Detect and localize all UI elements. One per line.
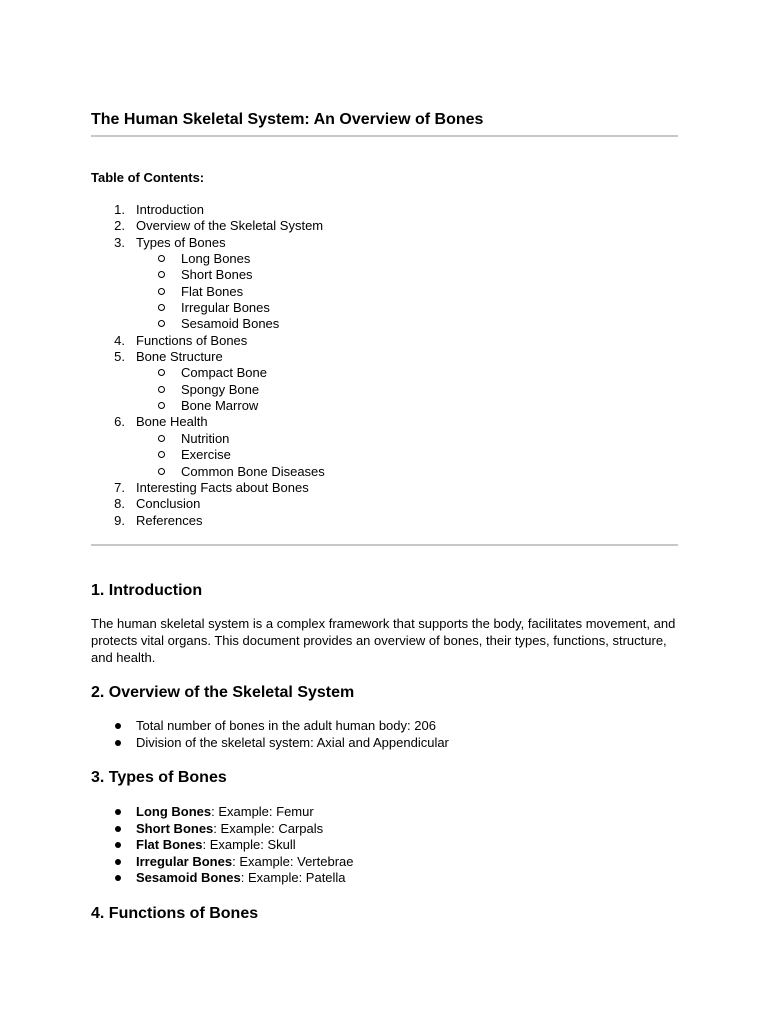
bone-type-term: Irregular Bones	[136, 853, 233, 869]
bullet-icon	[115, 875, 121, 881]
toc-item-introduction	[91, 202, 325, 218]
list-item	[91, 870, 354, 887]
list-item	[91, 854, 354, 871]
bullet-icon	[115, 723, 121, 729]
toc-item-bone-health	[91, 414, 325, 479]
toc-number: 8.	[114, 496, 125, 512]
toc-subitem	[91, 316, 325, 332]
horizontal-rule	[91, 544, 678, 546]
hollow-bullet-icon	[158, 468, 165, 475]
toc-number: 9.	[114, 512, 125, 528]
section-heading-overview: 2. Overview of the Skeletal System	[91, 684, 355, 701]
toc-heading: Table of Contents:	[91, 170, 205, 185]
toc-sublabel: Bone Marrow	[181, 398, 259, 414]
hollow-bullet-icon	[158, 402, 165, 409]
toc-subitem	[91, 464, 325, 480]
toc-sublabel: Compact Bone	[181, 365, 267, 381]
toc-subitem	[91, 284, 325, 300]
toc-subitem	[91, 447, 325, 463]
hollow-bullet-icon	[158, 451, 165, 458]
hollow-bullet-icon	[158, 304, 165, 311]
toc-number: 2.	[114, 218, 125, 234]
bone-type-term: Long Bones	[136, 804, 212, 819]
toc-label: Introduction	[136, 202, 204, 217]
toc-sublabel: Exercise	[181, 447, 231, 463]
toc-label: Interesting Facts about Bones	[136, 479, 309, 495]
list-item-text: Division of the skeletal system: Axial and Appendicular	[136, 734, 449, 750]
hollow-bullet-icon	[158, 271, 165, 278]
list-item-text: Total number of bones in the adult human body: 206	[136, 718, 436, 733]
horizontal-rule	[91, 135, 678, 137]
toc-item-conclusion	[91, 496, 325, 512]
bone-type-term: Sesamoid Bones	[136, 870, 241, 885]
toc-subitem	[91, 251, 325, 267]
bone-type-example: : Example: Carpals	[213, 820, 324, 836]
bone-types-list	[91, 804, 354, 887]
bullet-icon	[115, 740, 121, 746]
overview-bullet-list	[91, 718, 449, 751]
toc-label: Conclusion	[136, 496, 201, 512]
toc-label: Functions of Bones	[136, 332, 248, 348]
list-item	[91, 718, 449, 735]
toc-sublabel: Nutrition	[181, 430, 230, 446]
toc-sublist	[91, 365, 325, 414]
bullet-icon	[115, 826, 121, 832]
toc-number: 4.	[114, 332, 125, 348]
toc-sublabel: Sesamoid Bones	[181, 316, 280, 332]
toc-label: Bone Health	[136, 414, 208, 430]
hollow-bullet-icon	[158, 255, 165, 262]
hollow-bullet-icon	[158, 435, 165, 442]
toc-sublabel: Spongy Bone	[181, 381, 260, 397]
bone-type-example: : Example: Skull	[202, 837, 296, 852]
toc-sublist	[91, 431, 325, 480]
hollow-bullet-icon	[158, 369, 165, 376]
introduction-paragraph: The human skeletal system is a complex framework that supports the body, facilitates movement, and protects vital organs. This document provides an overview of bones, their types, functions, structure, and health.	[91, 616, 676, 665]
toc-subitem	[91, 300, 325, 316]
toc-sublabel: Flat Bones	[181, 283, 244, 299]
toc-label: Bone Structure	[136, 349, 223, 365]
bone-type-example: : Example: Femur	[211, 804, 314, 819]
toc-item-functions	[91, 333, 325, 349]
bullet-icon	[115, 859, 121, 865]
toc-number: 3.	[114, 234, 125, 250]
toc-item-overview	[91, 218, 325, 234]
toc-number: 6.	[114, 414, 125, 430]
hollow-bullet-icon	[158, 288, 165, 295]
list-item	[91, 804, 354, 821]
toc-sublabel: Common Bone Diseases	[181, 463, 325, 479]
hollow-bullet-icon	[158, 320, 165, 327]
toc-sublabel: Irregular Bones	[181, 300, 270, 316]
toc-subitem	[91, 267, 325, 283]
section-heading-introduction: 1. Introduction	[91, 582, 203, 599]
document-title: The Human Skeletal System: An Overview of Bones	[91, 111, 484, 128]
bullet-icon	[115, 842, 121, 848]
toc-number: 5.	[114, 349, 125, 365]
toc-label: Types of Bones	[136, 234, 226, 250]
toc-item-references	[91, 513, 325, 529]
toc-item-interesting-facts	[91, 480, 325, 496]
list-item	[91, 821, 354, 838]
section-heading-functions: 4. Functions of Bones	[91, 905, 259, 922]
hollow-bullet-icon	[158, 386, 165, 393]
bone-type-term: Short Bones	[136, 820, 214, 836]
toc-number: 7.	[114, 479, 125, 495]
toc-sublist	[91, 251, 325, 333]
toc-number: 1.	[114, 202, 125, 217]
list-item	[91, 837, 354, 854]
bone-type-term: Flat Bones	[136, 837, 203, 852]
toc-item-bone-structure	[91, 349, 325, 414]
toc-subitem	[91, 365, 325, 381]
list-item	[91, 735, 449, 752]
toc-subitem	[91, 382, 325, 398]
toc-sublabel: Short Bones	[181, 267, 253, 283]
toc-subitem	[91, 398, 325, 414]
bullet-icon	[115, 809, 121, 815]
toc-subitem	[91, 431, 325, 447]
toc-item-types-of-bones	[91, 235, 325, 333]
toc-label: References	[136, 512, 203, 528]
bone-type-example: : Example: Patella	[240, 870, 346, 885]
toc-sublabel: Long Bones	[181, 251, 251, 267]
bone-type-example: : Example: Vertebrae	[232, 853, 354, 869]
toc-label: Overview of the Skeletal System	[136, 218, 324, 234]
section-heading-types: 3. Types of Bones	[91, 769, 227, 786]
table-of-contents	[91, 202, 325, 529]
